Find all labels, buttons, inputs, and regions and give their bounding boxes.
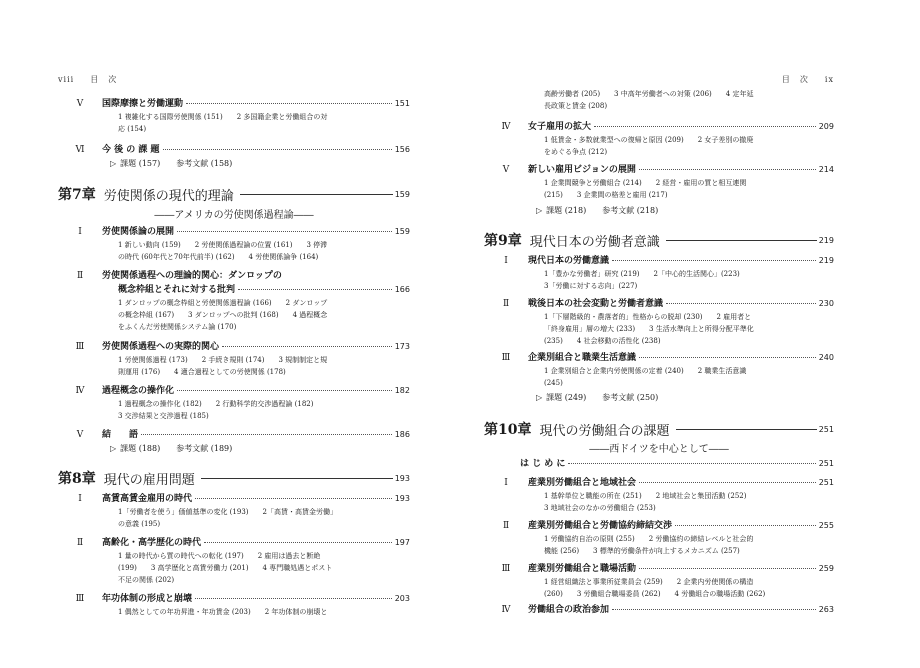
leader-dots (195, 598, 392, 599)
chapter-title: 現代の雇用問題 (103, 472, 195, 488)
roman-numeral: V (76, 430, 84, 440)
subsection-line: 高齢労働者 (205) 3 中高年労働者への対策 (206) 4 定年延 (544, 90, 754, 98)
section-entry[interactable] (58, 383, 410, 396)
right-page (484, 0, 834, 668)
page-number: 263 (818, 605, 834, 614)
subsection-line: 1 企業間競争と労働組合 (214) 2 経営・雇用の質と相互連関 (544, 179, 747, 187)
subsection-line: の時代 (60年代と70年代前半) (162) 4 労使関係論争 (164) (118, 253, 319, 261)
section-entry[interactable] (484, 119, 834, 132)
subsection-line: 3 交渉結果と交渉過程 (185) (118, 412, 209, 420)
section-entry[interactable] (58, 535, 410, 548)
chapter-subtitle: ――アメリカの労使関係過程論―― (154, 210, 314, 221)
section-title: 女子雇用の拡大 (528, 122, 592, 132)
page-number: 240 (818, 353, 834, 362)
page-number: 193 (394, 473, 410, 483)
subsection-line: 応 (154) (118, 125, 147, 133)
roman-numeral: I (78, 494, 82, 504)
exercises-references-line (110, 158, 232, 169)
subsection-line: 機能 (256) 3 標準的労働条件が向上するメカニズム (257) (544, 547, 740, 555)
roman-numeral: V (76, 99, 84, 109)
roman-numeral: Ⅱ (76, 538, 84, 548)
leader-dots (612, 609, 816, 610)
leader-dots (568, 463, 815, 464)
section-title: 企業別組合と職業生活意識 (528, 353, 637, 363)
section-entry[interactable] (484, 350, 834, 363)
exercises-references-line (536, 205, 658, 216)
page-number: 251 (818, 459, 834, 468)
roman-numeral: Ⅱ (502, 521, 510, 531)
section-entry-continued[interactable] (118, 282, 410, 295)
roman-numeral: Ⅲ (501, 564, 511, 574)
exercises-references-line (110, 443, 232, 454)
chapter-subtitle: ――西ドイツを中心として―― (589, 444, 729, 455)
subsection-line: (235) 4 社会移動の活性化 (238) (544, 337, 661, 345)
page-number: 156 (394, 145, 410, 154)
leader-rule (240, 194, 393, 195)
section-title-line2: 概念枠組とそれに対する批判 (118, 285, 236, 295)
folio: ix (824, 75, 834, 84)
section-title: 産業別労働組合と地域社会 (528, 478, 637, 488)
section-entry[interactable] (58, 491, 410, 504)
leader-dots (238, 289, 392, 290)
subsection-line: 則運用 (176) 4 適合過程としての労使関係 (178) (118, 368, 286, 376)
leader-dots (594, 126, 816, 127)
section-entry[interactable] (484, 518, 834, 531)
page-number: 251 (818, 424, 834, 434)
subsection-line: 長政策と賃金 (208) (544, 102, 608, 110)
subsection-line: 1 経営組織法と事業所従業員会 (259) 2 企業内労使関係の構造 (544, 578, 754, 586)
exercises-references-line (536, 392, 658, 403)
subsection-line: 1 複雑化する国際労使関係 (151) 2 多国籍企業と労働組合の対 (118, 113, 328, 121)
leader-rule (666, 240, 817, 241)
leader-dots (675, 525, 816, 526)
leader-rule (676, 429, 817, 430)
section-title: 今 後 の 課 題 (102, 145, 160, 155)
chapter-heading[interactable] (58, 468, 410, 488)
triangle-marker-icon: ▷ (536, 393, 543, 402)
section-title: 労働組合の政治参加 (528, 605, 610, 615)
subsection-line: 1 労働協約自治の原則 (255) 2 労働協約の締結レベルと社会的 (544, 535, 754, 543)
subsection-line: の概念枠組 (167) 3 ダンロップへの批判 (168) 4 過程概念 (118, 311, 328, 319)
chapter-heading[interactable] (58, 184, 410, 204)
page-number: 193 (394, 494, 410, 503)
page-number: 251 (818, 478, 834, 487)
section-title: 戦後日本の社会変動と労働者意識 (528, 299, 664, 309)
section-title: 労使関係論の展開 (102, 227, 175, 237)
page-number: 219 (818, 256, 834, 265)
leader-dots (195, 498, 392, 499)
subsection-line: をふくんだ労使関係システム論 (170) (118, 323, 237, 331)
chapter-heading[interactable] (484, 419, 834, 439)
subsection-line: 1 過程概念の操作化 (182) 2 行動科学的交渉過程論 (182) (118, 400, 314, 408)
page-number: 219 (818, 235, 834, 245)
section-title: 結 語 (102, 430, 139, 440)
leader-dots (177, 390, 392, 391)
subsection-line: の意義 (195) (118, 520, 161, 528)
leader-dots (639, 568, 816, 569)
section-entry[interactable] (58, 427, 410, 440)
section-title: 現代日本の労働意識 (528, 256, 610, 266)
leader-dots (222, 346, 392, 347)
subsection-line: 3「労働に対する志向」(227) (544, 282, 638, 290)
chapter-title: 現代の労働組合の課題 (539, 423, 670, 439)
subsection-line: (260) 3 労働組合職場委員 (262) 4 労働組合の職場活動 (262) (544, 590, 766, 598)
leader-dots (177, 231, 392, 232)
page-number: 259 (818, 564, 834, 573)
section-entry[interactable] (484, 602, 834, 615)
subsection-line: 「終身雇用」層の増大 (233) 3 生活水準向上と所得分配平準化 (544, 325, 754, 333)
roman-numeral: Ⅲ (75, 342, 85, 352)
exercises-references-text: 課題 (188) 参考文献 (189) (120, 444, 233, 453)
section-entry[interactable] (484, 561, 834, 574)
introduction-entry[interactable] (484, 456, 834, 469)
roman-numeral: Ⅳ (75, 386, 85, 396)
section-title: 労使関係過程への理論的関心：ダンロップの (102, 271, 282, 281)
section-title: 年功体制の形成と崩壊 (102, 594, 193, 604)
subsection-line: をめぐる争点 (212) (544, 148, 608, 156)
roman-numeral: Ⅱ (502, 299, 510, 309)
section-title: 高賃高賃金雇用の時代 (102, 494, 193, 504)
subsection-line: 1 偶然としての年功昇進・年功賃金 (203) 2 年功体制の崩壊と (118, 608, 328, 616)
section-title: 産業別労働組合と労働協約締結交渉 (528, 521, 673, 531)
roman-numeral: Ⅵ (75, 145, 85, 155)
leader-dots (666, 303, 816, 304)
page-number: 230 (818, 299, 834, 308)
subsection-line: 1「豊かな労働者」研究 (219) 2「中心的生活関心」(223) (544, 270, 740, 278)
page-number: 166 (394, 285, 410, 294)
subsection-line: 1 量の時代から質の時代への転化 (197) 2 雇用は過去と断絶 (118, 552, 321, 560)
page-number: 214 (818, 165, 834, 174)
chapter-number: 第9章 (484, 233, 522, 249)
leader-dots (639, 169, 816, 170)
page-number: 186 (394, 430, 410, 439)
subsection-line: 1「下層階級的・農落者的」性格からの脱却 (230) 2 雇用者と (544, 313, 752, 321)
exercises-references-text: 課題 (157) 参考文献 (158) (120, 159, 233, 168)
header-label: 目 次 (90, 75, 118, 84)
exercises-references-text: 課題 (218) 参考文献 (218) (546, 206, 659, 215)
roman-numeral: Ⅳ (501, 122, 511, 132)
leader-rule (201, 478, 393, 479)
section-entry[interactable] (484, 475, 834, 488)
roman-numeral: Ⅱ (76, 271, 84, 281)
exercises-references-text: 課題 (249) 参考文献 (250) (546, 393, 659, 402)
section-title: 新しい雇用ビジョンの展開 (528, 165, 636, 175)
section-entry[interactable] (58, 268, 410, 281)
chapter-number: 第7章 (58, 187, 96, 203)
page-number: 182 (394, 386, 410, 395)
chapter-title: 労使関係の現代的理論 (103, 188, 234, 204)
section-entry[interactable] (58, 591, 410, 604)
section-title: 国際摩擦と労働運動 (102, 99, 184, 109)
chapter-heading[interactable] (484, 230, 834, 250)
section-title: 過程概念の操作化 (102, 386, 175, 396)
leader-dots (204, 542, 392, 543)
leader-dots (163, 149, 392, 150)
subsection-line: 1 労使関係過程 (173) 2 手続き規則 (174) 3 規制制定と規 (118, 356, 328, 364)
subsection-line: (215) 3 企業間の格差と雇用 (217) (544, 191, 668, 199)
section-title: は じ め に (520, 459, 566, 469)
running-header (58, 74, 133, 85)
roman-numeral: I (78, 227, 82, 237)
subsection-line: (199) 3 高学歴化と高賃労働力 (201) 4 専門職処遇とポスト (118, 564, 333, 572)
section-title: 産業別労働組合と職場活動 (528, 564, 637, 574)
leader-dots (639, 357, 816, 358)
leader-dots (141, 434, 392, 435)
section-entry[interactable] (484, 296, 834, 309)
page-number: 203 (394, 594, 410, 603)
subsection-line: 1「労働者を使う」価値基準の変化 (193) 2「高賃・高賃金労働」 (118, 508, 337, 516)
section-title: 高齢化・高学歴化の時代 (102, 538, 202, 548)
subsection-line: 不足の関係 (202) (118, 576, 175, 584)
roman-numeral: Ⅲ (75, 594, 85, 604)
folio: viii (58, 75, 75, 84)
section-entry[interactable] (484, 253, 834, 266)
roman-numeral: I (504, 256, 508, 266)
subsection-line: 1 ダンロップの概念枠組と労使関係過程論 (166) 2 ダンロップ (118, 299, 328, 307)
roman-numeral: Ⅳ (501, 605, 511, 615)
roman-numeral: Ⅲ (501, 353, 511, 363)
section-title: 労使関係過程への実際的関心 (102, 342, 220, 352)
page-number: 173 (394, 342, 410, 351)
section-entry[interactable] (58, 224, 410, 237)
section-entry[interactable] (484, 162, 834, 175)
running-header (766, 74, 834, 85)
subsection-line: (245) (544, 379, 563, 387)
chapter-title: 現代日本の労働者意識 (529, 234, 660, 250)
leader-dots (186, 103, 392, 104)
page-number: 255 (818, 521, 834, 530)
section-entry[interactable] (58, 339, 410, 352)
chapter-number: 第10章 (484, 422, 532, 438)
left-page (58, 0, 410, 668)
roman-numeral: I (504, 478, 508, 488)
subsection-line: 1 企業別組合と企業内労使関係の定着 (240) 2 職業生活意識 (544, 367, 747, 375)
subsection-line: 1 新しい動向 (159) 2 労使関係過程論の位置 (161) 3 停滞 (118, 241, 328, 249)
leader-dots (639, 482, 816, 483)
triangle-marker-icon: ▷ (110, 159, 117, 168)
header-label: 目 次 (781, 75, 809, 84)
triangle-marker-icon: ▷ (110, 444, 117, 453)
page-number: 159 (394, 227, 410, 236)
section-entry[interactable] (58, 96, 410, 109)
subsection-line: 3 地域社会のなかの労働組合 (253) (544, 504, 656, 512)
page-number: 159 (394, 189, 410, 199)
roman-numeral: V (502, 165, 510, 175)
leader-dots (612, 260, 816, 261)
subsection-line: 1 低賃金・多数就業型への復帰と原因 (209) 2 女子差別の撤廃 (544, 136, 754, 144)
subsection-line: 1 基幹単位と職能の所在 (251) 2 地域社会と集団活動 (252) (544, 492, 747, 500)
page-number: 197 (394, 538, 410, 547)
chapter-number: 第8章 (58, 471, 96, 487)
section-entry[interactable] (58, 142, 410, 155)
triangle-marker-icon: ▷ (536, 206, 543, 215)
page-number: 151 (394, 99, 410, 108)
page-number: 209 (818, 122, 834, 131)
